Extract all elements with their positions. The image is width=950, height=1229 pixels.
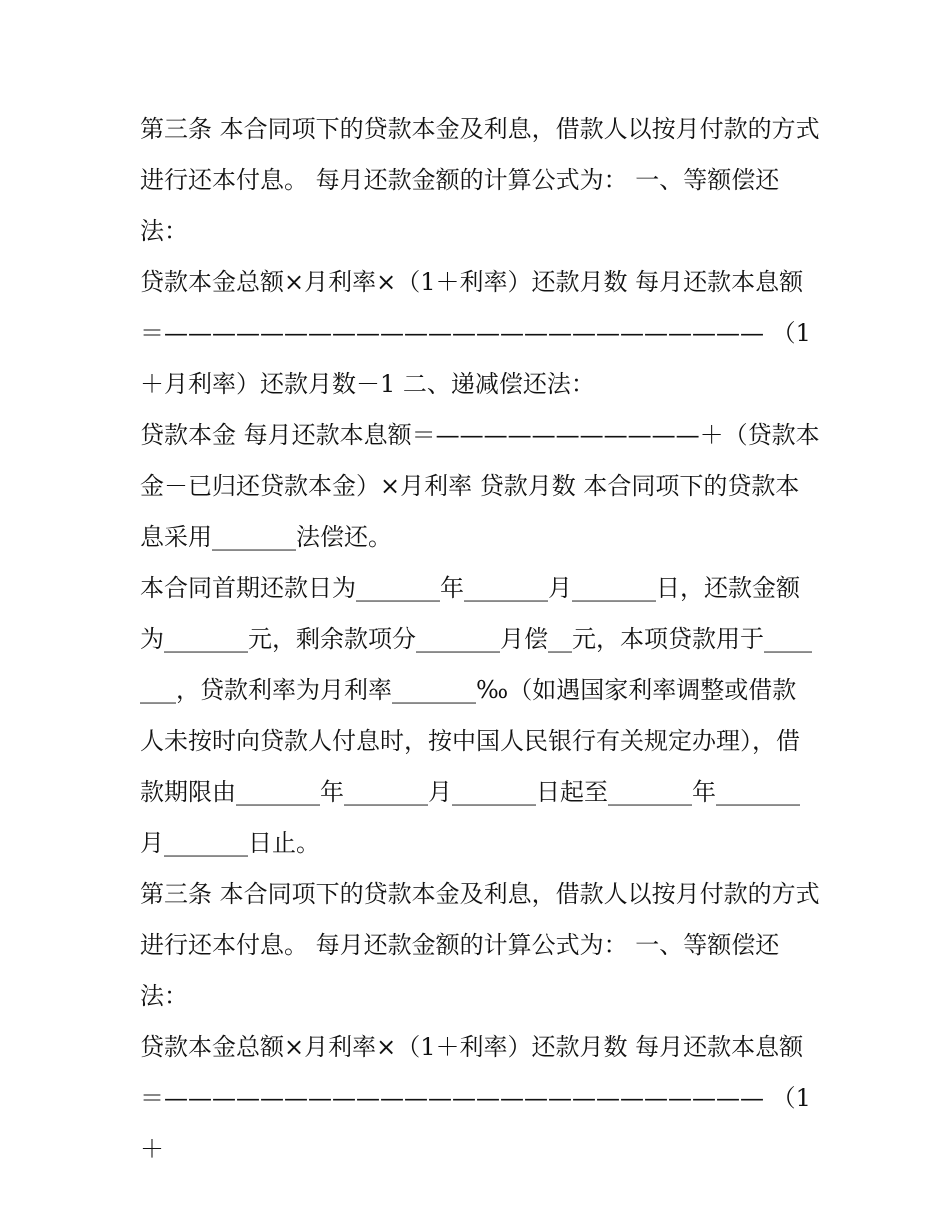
document-body <box>140 104 820 1175</box>
paragraph-equal-repayment-formula-repeat: 贷款本金总额×月利率×（1＋利率）还款月数 每月还款本息额＝————————————————————————— （1＋ <box>140 1033 811 1163</box>
paragraph-decreasing-repayment-formula: 贷款本金 每月还款本息额＝———————————＋（贷款本金－已归还贷款本金）×月利率 贷款月数 本合同项下的贷款本息采用_______法偿还。 <box>140 421 820 551</box>
paragraph-article3-intro: 第三条 本合同项下的贷款本金及利息，借款人以按月付款的方式进行还本付息。 每月还款金额的计算公式为： 一、等额偿还法： <box>140 115 820 245</box>
paragraph-article3-intro-repeat: 第三条 本合同项下的贷款本金及利息，借款人以按月付款的方式进行还本付息。 每月还款金额的计算公式为： 一、等额偿还法： <box>140 880 820 1010</box>
paragraph-repayment-terms: 本合同首期还款日为_______年_______月_______日，还款金额为_______元，剩余款项分_______月偿__元，本项贷款用于_______，贷款利率为月利率_______‰（如遇国家利率调整或借款人未按时向贷款人付息时，按中国人民银行有关规定办理），借款期限由_______年_______月_______日起至_______年_______月_______日止。 <box>140 574 812 857</box>
paragraph-equal-repayment-formula: 贷款本金总额×月利率×（1＋利率）还款月数 每月还款本息额＝————————————————————————— （1＋月利率）还款月数－1 二、递减偿还法： <box>140 268 811 398</box>
